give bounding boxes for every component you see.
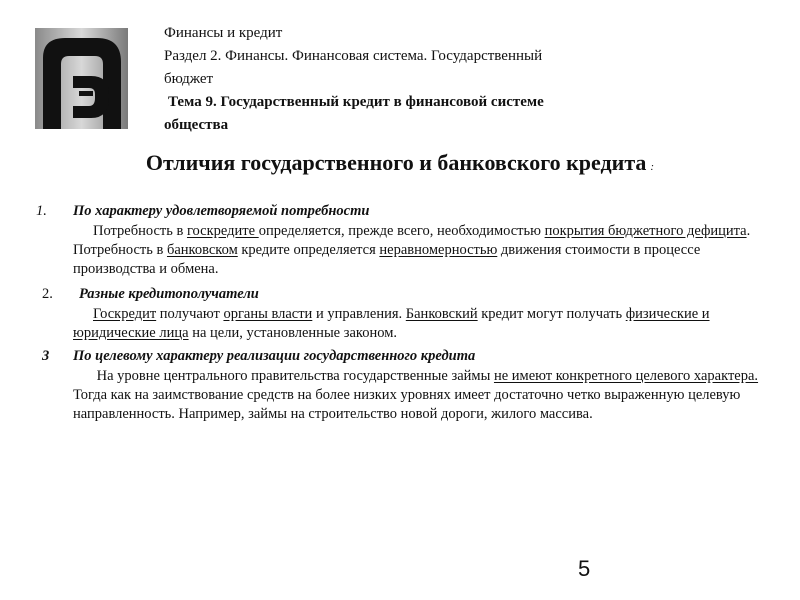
- slide-header: [164, 22, 724, 137]
- topic-title-line1: Тема 9. Государственный кредит в финансовой системе: [168, 94, 544, 110]
- body-text: Потребность в: [93, 223, 187, 239]
- underlined-term: банковском: [166, 242, 238, 258]
- underlined-term: Банковский: [405, 306, 478, 322]
- body-text: получают: [156, 306, 224, 322]
- item-title: По целевому характеру реализации государственного кредита: [73, 348, 476, 364]
- body-text: на цели, установленные законом.: [188, 325, 397, 341]
- slide-title: [0, 148, 800, 182]
- underlined-term: физические и юридические лица: [73, 306, 710, 341]
- item-number: 3: [42, 348, 50, 364]
- topic-title-line2: общества: [164, 117, 229, 133]
- course-title: Финансы и кредит: [164, 25, 283, 41]
- body-text: кредит могут получать: [477, 306, 626, 322]
- underlined-term: Госкредит: [93, 306, 157, 322]
- item-body: [73, 367, 763, 424]
- page-number: 5: [578, 556, 591, 581]
- body-text: Тогда как на заимствование средств на более низких уровнях имеет достаточно четко выраженную целевую направленность. Например, займы на строительство новой дороги, жилого массива.: [73, 387, 741, 422]
- body-text: . Потребность в: [73, 223, 751, 258]
- item-title: Разные кредитополучатели: [79, 286, 259, 302]
- slide-title-text: Отличия государственного и банковского кредита: [145, 150, 647, 175]
- list-item-head: [0, 200, 800, 222]
- underlined-term: не имеют конкретного целевого характера.: [493, 368, 759, 384]
- body-text: кредите определяется: [237, 242, 380, 258]
- list-item: [0, 200, 800, 279]
- body-text: На уровне центрального правительства государственные займы: [93, 368, 494, 384]
- list-item-head: [0, 283, 800, 305]
- item-body: [73, 222, 763, 279]
- item-title: По характеру удовлетворяемой потребности: [73, 203, 370, 219]
- content-list: [0, 200, 800, 424]
- list-item: [0, 283, 800, 343]
- slide-title-colon: :: [650, 161, 655, 173]
- section-title-line2: бюджет: [164, 71, 214, 87]
- underlined-term: госкредите: [186, 223, 259, 239]
- item-body: [73, 305, 763, 343]
- section-title-line1: Раздел 2. Финансы. Финансовая система. Государственный: [164, 48, 543, 64]
- list-item-head: [0, 345, 800, 367]
- list-item: [0, 345, 800, 424]
- item-number: 1.: [36, 203, 47, 219]
- item-number: 2.: [42, 286, 53, 302]
- underlined-term: органы власти: [223, 306, 313, 322]
- publisher-logo: [35, 28, 128, 129]
- body-text: определяется, прежде всего, необходимостью: [258, 223, 545, 239]
- body-text: движения стоимости в процессе производства и обмена.: [73, 242, 701, 277]
- underlined-term: неравномерностью: [379, 242, 498, 258]
- underlined-term: покрытия бюджетного дефицита: [544, 223, 747, 239]
- body-text: и управления.: [312, 306, 406, 322]
